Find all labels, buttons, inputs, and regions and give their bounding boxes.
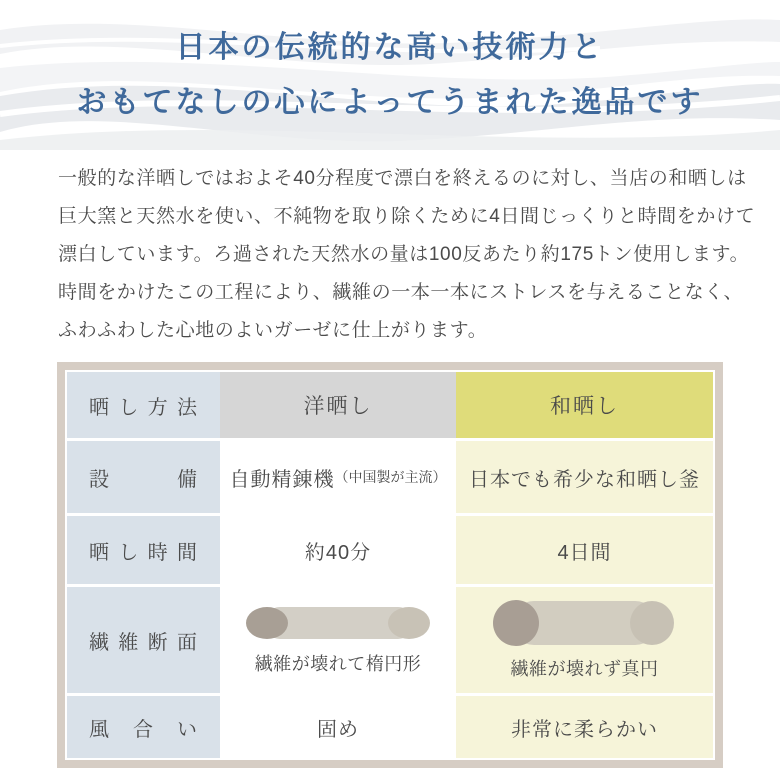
- intro-paragraph: [58, 160, 756, 350]
- table-row-texture-japanese-cell: [456, 696, 713, 758]
- intro-line: 時間をかけたこの工程により、繊維の一本一本にストレスを与えることなく、: [58, 282, 744, 303]
- oval-fiber-illustration: [246, 605, 431, 641]
- table-header-western-cell: [220, 372, 456, 438]
- table-row-equipment-western-cell: [220, 441, 456, 513]
- table-row-fiber-western-cell: [220, 587, 456, 693]
- table-header-method-cell: [67, 372, 220, 438]
- texture-western-value: 固め: [317, 718, 359, 741]
- table-row-time-japanese-cell: [456, 516, 713, 584]
- time-western-value: 約40分: [304, 541, 372, 564]
- table-row-fiber-label-cell: [67, 587, 220, 693]
- table-row-time-western-cell: [220, 516, 456, 584]
- table-header-western-label: 洋晒し: [303, 395, 373, 418]
- table-row-equipment-japanese-cell: [456, 441, 713, 513]
- comparison-table: [57, 362, 723, 768]
- hero-banner: [0, 0, 780, 150]
- equipment-western-note: （中国製が主流）: [334, 469, 447, 485]
- table-row-texture-label-cell: [67, 696, 220, 758]
- equipment-japanese-value: 日本でも希少な和晒し釜: [469, 468, 700, 491]
- intro-line: 一般的な洋晒しではおよそ40分程度で漂白を終えるのに対し、当店の和晒しは: [58, 168, 747, 189]
- table-row-equipment-label-cell: [67, 441, 220, 513]
- table-row-fiber-japanese-cell: [456, 587, 713, 693]
- page-title-line1: 日本の伝統的な高い技術力と: [175, 30, 605, 65]
- row-label: 繊維断面: [89, 631, 198, 654]
- comparison-table-grid: [67, 372, 713, 758]
- row-label: 晒し時間: [89, 541, 198, 564]
- table-header-japanese-cell: [456, 372, 713, 438]
- intro-line: 巨大窯と天然水を使い、不純物を取り除くために4日間じっくりと時間をかけて: [58, 206, 756, 227]
- fiber-western-caption: 繊維が壊れて楕円形: [254, 653, 422, 674]
- row-label: 風合い: [89, 718, 198, 741]
- time-japanese-value: 4日間: [557, 541, 612, 564]
- page-title: [0, 0, 780, 118]
- page-title-line2: おもてなしの心によってうまれた逸品です: [76, 85, 704, 120]
- row-label: 設備: [89, 468, 198, 491]
- intro-line: 漂白しています。ろ過された天然水の量は100反あたり約175トン使用します。: [58, 244, 750, 265]
- equipment-western-value: 自動精錬機: [229, 468, 335, 491]
- table-header-japanese-label: 和晒し: [550, 395, 619, 418]
- intro-line: ふわふわした心地のよいガーゼに仕上がります。: [58, 320, 488, 341]
- table-header-method-label: 晒し方法: [89, 396, 198, 419]
- texture-japanese-value: 非常に柔らかい: [511, 718, 658, 741]
- round-fiber-illustration: [492, 600, 677, 646]
- table-row-texture-western-cell: [220, 696, 456, 758]
- table-row-time-label-cell: [67, 516, 220, 584]
- fiber-japanese-caption: 繊維が壊れず真円: [510, 658, 659, 679]
